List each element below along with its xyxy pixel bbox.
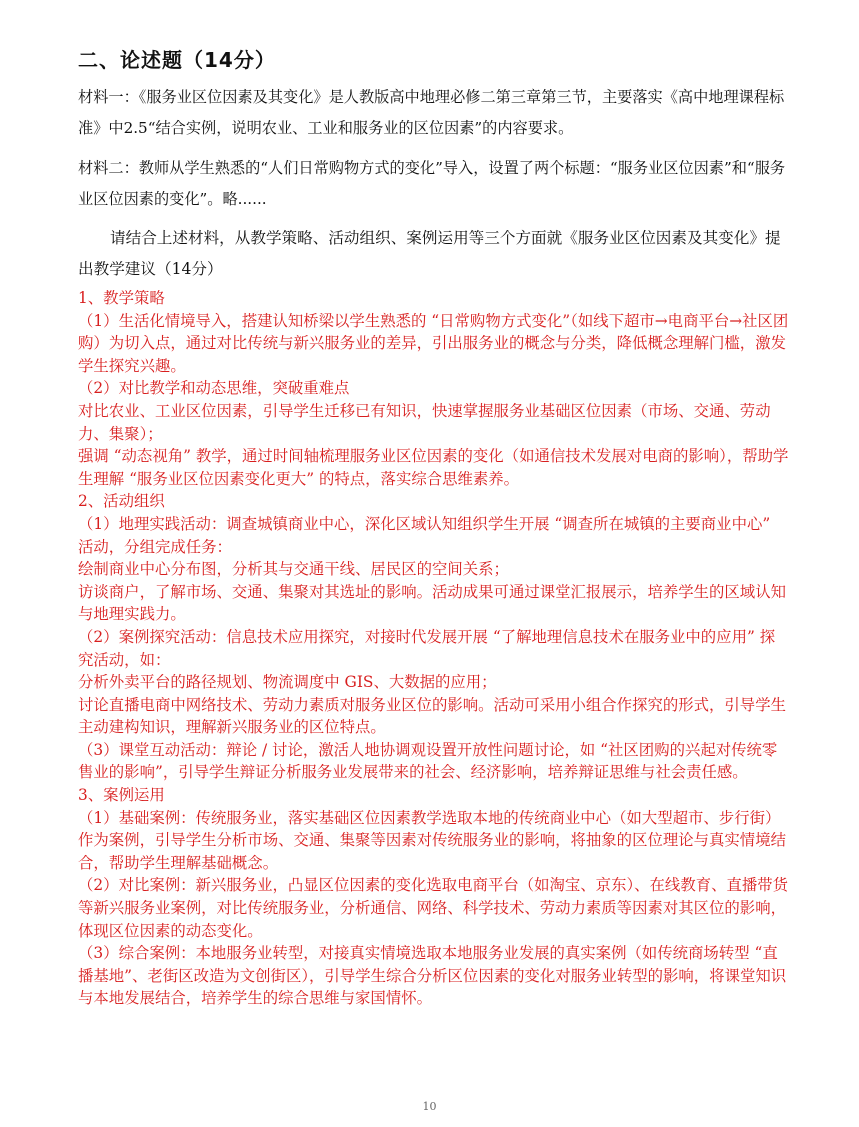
answer-paragraph: （1）地理实践活动：调查城镇商业中心，深化区域认知组织学生开展 “调查所在城镇的主要商业中心” 活动，分组完成任务：	[78, 514, 771, 556]
answer-heading-cases: 3、案例运用	[78, 786, 165, 805]
answer-heading-strategy: 1、教学策略	[78, 289, 165, 307]
answer-paragraph: （2）对比案例：新兴服务业，凸显区位因素的变化选取电商平台（如淘宝、京东）、在线教育、直播带货等新兴服务业案例，对比传统服务业，分析通信、网络、科学技术、劳动力素质等因素对其区位的影响，体现区位因素的动态变化。	[78, 876, 789, 940]
answer-paragraph: 对比农业、工业区位因素，引导学生迁移已有知识，快速掌握服务业基础区位因素（市场、交通、劳动力、集聚）；	[78, 401, 771, 443]
answer-paragraph: 访谈商户，了解市场、交通、集聚对其选址的影响。活动成果可通过课堂汇报展示，培养学生的区域认知与地理实践力。	[78, 582, 786, 624]
material-two: 材料二：教师从学生熟悉的“人们日常购物方式的变化”导入，设置了两个标题：“服务业区位因素”和“服务业区位因素的变化”。略......	[78, 159, 786, 208]
answer-paragraph: （1）生活化情境导入，搭建认知桥梁以学生熟悉的 “日常购物方式变化”（如线下超市→电商平台→社区团购）为切入点，通过对比传统与新兴服务业的差异，引出服务业的概念与分类，降低概念理解门槛，激发学生探究兴趣。	[78, 311, 789, 375]
answer-paragraph: （2）案例探究活动：信息技术应用探究，对接时代发展开展 “了解地理信息技术在服务业中的应用” 探究活动，如：	[78, 627, 776, 669]
answer-block	[78, 287, 790, 1010]
material-one: 材料一：《服务业区位因素及其变化》是人教版高中地理必修二第三章第三节，主要落实《高中地理课程标准》中2.5“结合实例，说明农业、工业和服务业的区位因素”的内容要求。	[78, 88, 785, 137]
answer-paragraph: （2）对比教学和动态思维，突破重难点	[78, 379, 350, 398]
section-heading: 二、论述题（14分）	[78, 48, 276, 72]
answer-paragraph: 绘制商业中心分布图，分析其与交通干线、居民区的空间关系；	[78, 560, 509, 579]
answer-paragraph: 讨论直播电商中网络技术、劳动力素质对服务业区位的影响。活动可采用小组合作探究的形式，引导学生主动建构知识，理解新兴服务业的区位特点。	[78, 695, 786, 737]
answer-paragraph: 分析外卖平台的路径规划、物流调度中 GIS、大数据的应用；	[78, 673, 497, 692]
answer-paragraph: 强调 “动态视角” 教学，通过时间轴梳理服务业区位因素的变化（如通信技术发展对电商的影响），帮助学生理解 “服务业区位因素变化更大” 的特点，落实综合思维素养。	[78, 447, 789, 488]
answer-paragraph: （3）课堂互动活动：辩论 / 讨论，激活人地协调观设置开放性问题讨论，如 “社区团购的兴起对传统零售业的影响”，引导学生辩证分析服务业发展带来的社会、经济影响，培养辩证思维与社会责任感。	[78, 740, 778, 782]
answer-heading-activities: 2、活动组织	[78, 492, 165, 511]
answer-paragraph: （1）基础案例：传统服务业，落实基础区位因素教学选取本地的传统商业中心（如大型超市、步行街）作为案例，引导学生分析市场、交通、集聚等因素对传统服务业的影响，将抽象的区位理论与真实情境结合，帮助学生理解基础概念。	[78, 808, 786, 872]
page-number: 10	[422, 1100, 437, 1113]
answer-paragraph: （3）综合案例：本地服务业转型，对接真实情境选取本地服务业发展的真实案例（如传统商场转型 “直播基地”、老街区改造为文创街区），引导学生综合分析区位因素的变化对服务业转型的影响，将课堂知识与本地发展结合，培养学生的综合思维与家国情怀。	[78, 944, 787, 1008]
question-prompt: 请结合上述材料，从教学策略、活动组织、案例运用等三个方面就《服务业区位因素及其变化》提出教学建议（14分）	[78, 229, 781, 278]
